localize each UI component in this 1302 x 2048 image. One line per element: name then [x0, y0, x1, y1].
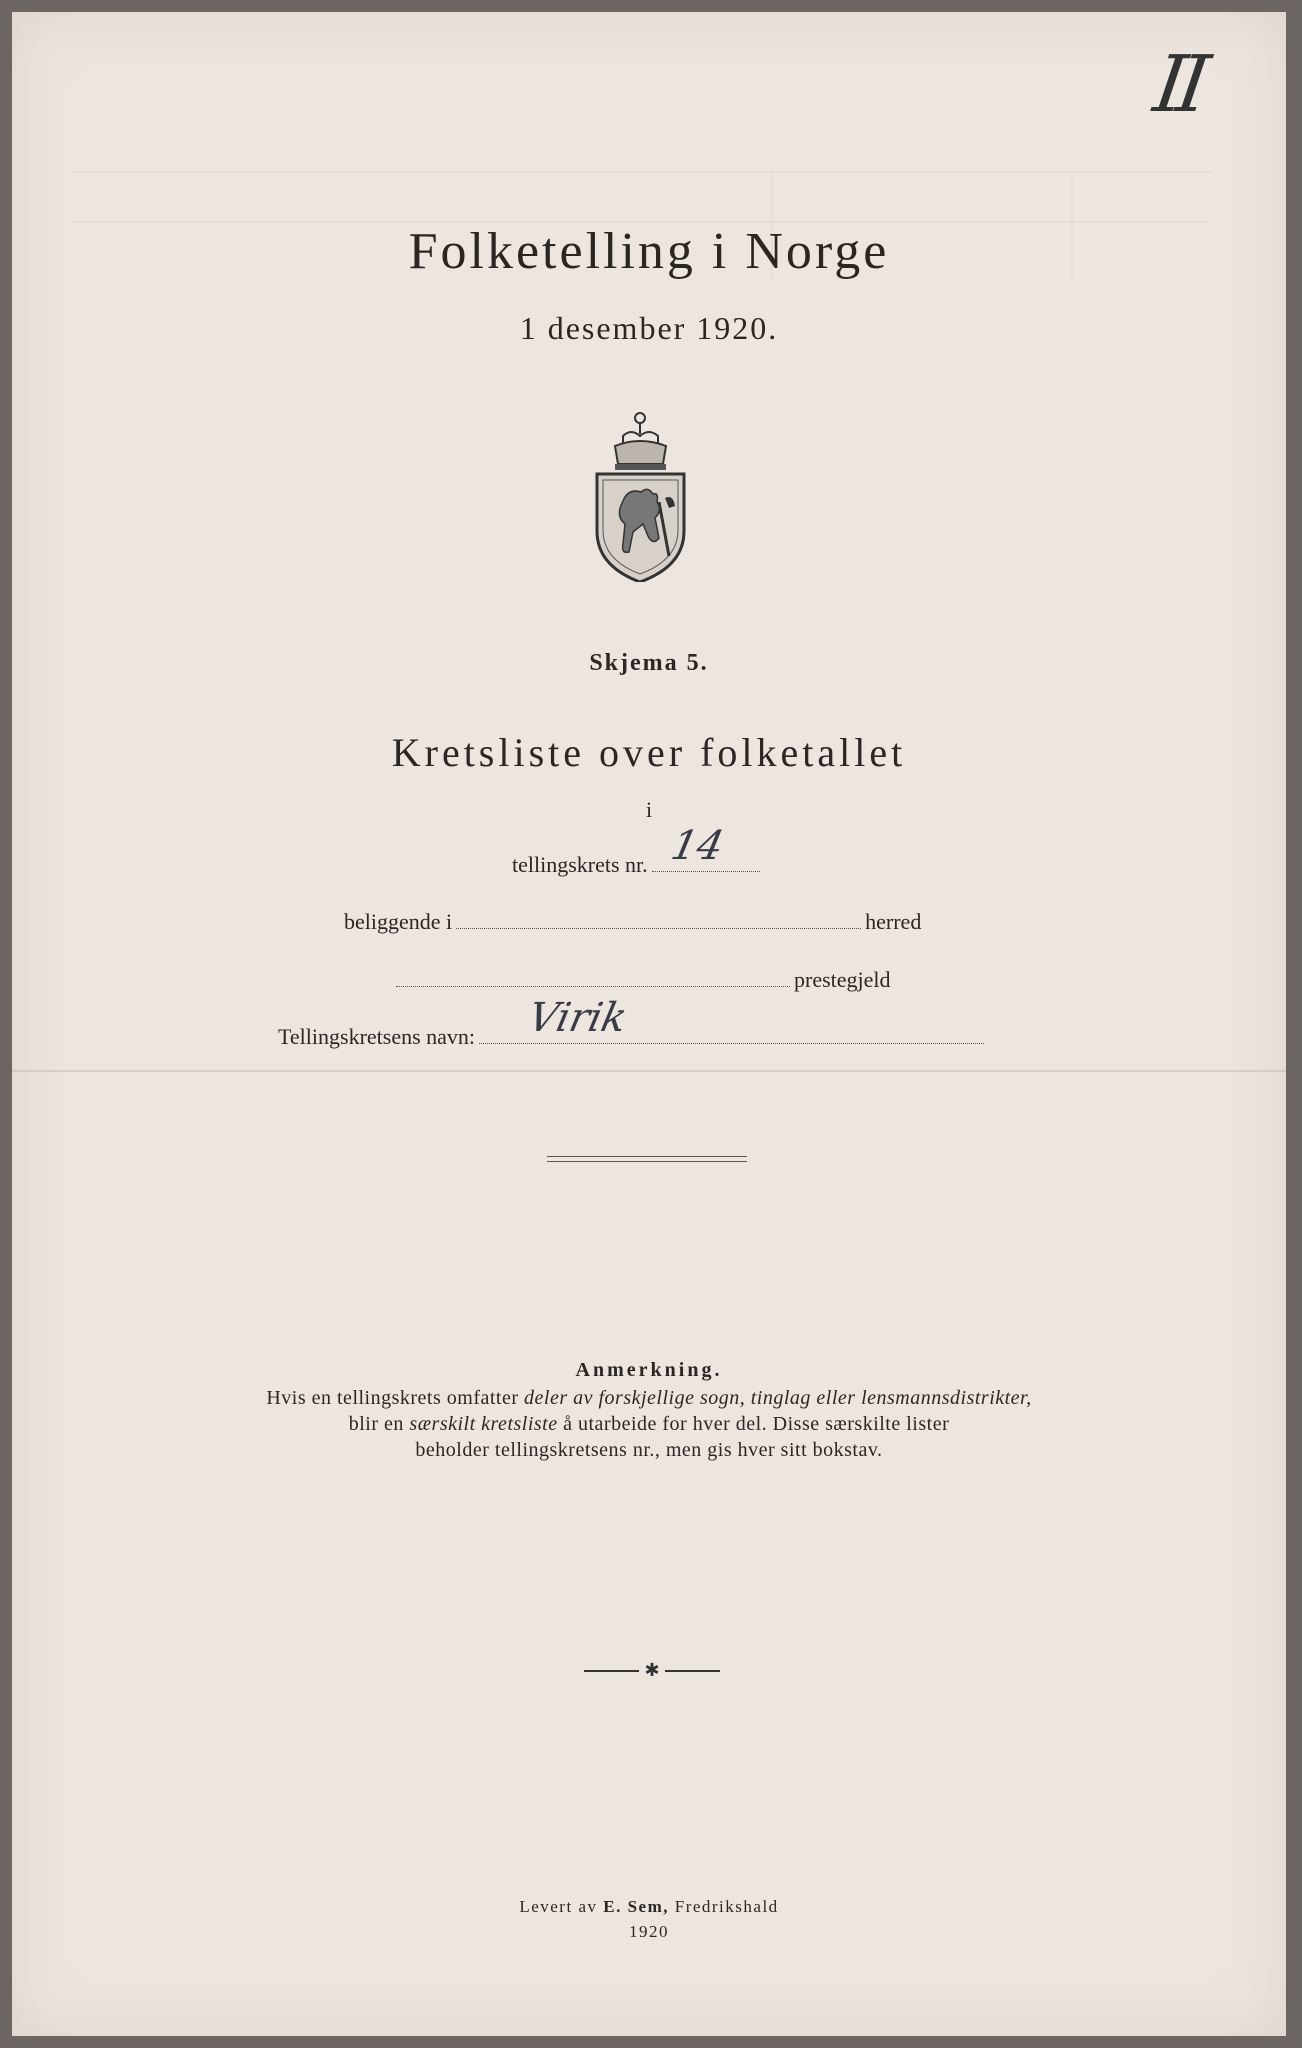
page-fold [12, 1070, 1286, 1072]
note-line-3: beholder tellingskretsens nr., men gis hver sitt bokstav. [415, 1439, 883, 1461]
printer-year: 1920 [629, 1922, 669, 1941]
ornament-divider [572, 1660, 732, 1680]
star-icon: ✱ [644, 1660, 660, 1681]
note-line-1: Hvis en tellingskrets omfatter deler av forskjellige sogn, tinglag eller lensmannsdistrikter, [266, 1387, 1032, 1409]
note-title: Anmerkning. [575, 1359, 723, 1381]
beliggende-row [344, 909, 921, 935]
corner-roman-numeral: II [1149, 40, 1208, 130]
tellingskrets-label: tellingskrets nr. [512, 852, 648, 877]
printer-line: Levert av E. Sem, Fredrikshald [519, 1897, 779, 1916]
tellingskrets-value: 14 [666, 823, 728, 869]
navn-row [278, 995, 988, 1050]
page-title: Folketelling i Norge [408, 223, 890, 280]
herred-label: herred [865, 909, 922, 934]
prestegjeld-row [392, 967, 891, 993]
navn-label: Tellingskretsens navn: [278, 1024, 476, 1049]
note-line-2: blir en særskilt kretsliste å utarbeide for hver del. Disse særskilte lister [348, 1413, 950, 1435]
navn-value: Virik [524, 995, 632, 1041]
norwegian-coat-of-arms-icon [593, 406, 688, 582]
tellingskrets-field[interactable] [652, 823, 760, 872]
schema-number: Skjema 5. [589, 650, 709, 676]
prestegjeld-field[interactable] [396, 985, 790, 987]
prestegjeld-label: prestegjeld [794, 967, 891, 992]
census-form-page [12, 12, 1286, 2036]
census-date: 1 desember 1920. [519, 310, 779, 346]
tellingskrets-row [512, 823, 764, 878]
beliggende-label: beliggende i [344, 909, 453, 934]
form-heading: Kretsliste over folketallet [391, 730, 907, 775]
navn-field[interactable] [479, 995, 984, 1044]
beliggende-field[interactable] [456, 927, 861, 929]
preposition-i: i [645, 797, 653, 822]
section-divider [547, 1156, 747, 1162]
